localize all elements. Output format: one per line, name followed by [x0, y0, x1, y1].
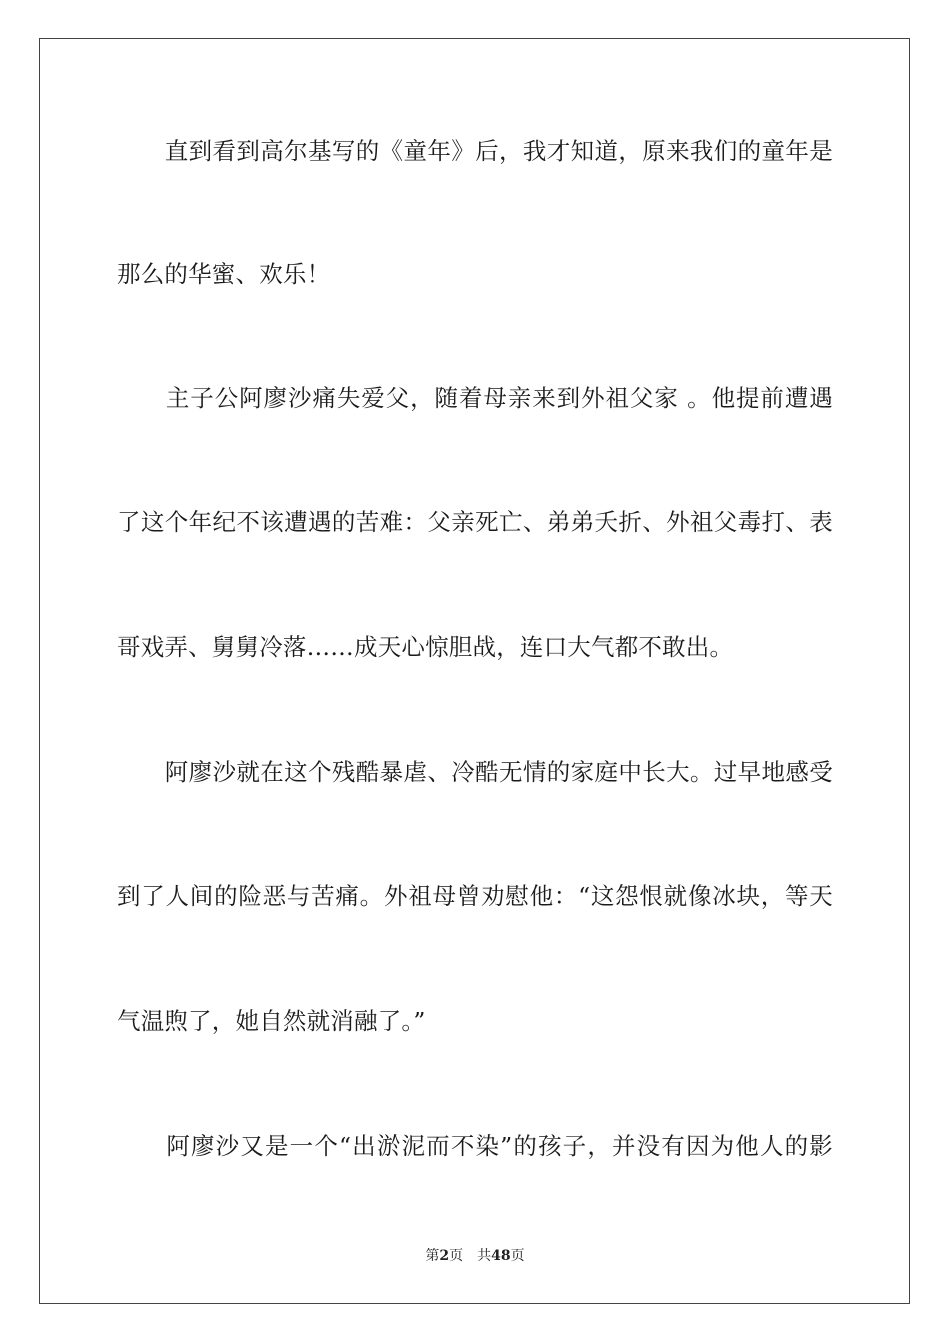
total-unit: 页 — [510, 1248, 525, 1264]
total-prefix: 共 — [477, 1248, 492, 1264]
text-line: 直到看到高尔基写的《童年》后，我才知道，原来我们的童年是 — [117, 137, 833, 165]
text-line: 阿廖沙就在这个残酷暴虐、冷酷无情的家庭中长大。过早地感受 — [117, 758, 833, 786]
page-prefix: 第 — [425, 1248, 440, 1264]
text-line: 了这个年纪不该遭遇的苦难：父亲死亡、弟弟夭折、外祖父毒打、表 — [117, 508, 833, 536]
text-line: 哥戏弄、舅舅冷落……成天心惊胆战，连口大气都不敢出。 — [117, 633, 734, 661]
text-line: 那么的华蜜、欢乐！ — [117, 260, 331, 288]
page-total: 48 — [491, 1248, 511, 1264]
page-footer — [0, 1245, 950, 1265]
text-line: 阿廖沙又是一个“出淤泥而不染”的孩子，并没有因为他人的影 — [117, 1132, 833, 1160]
page-number: 2 — [439, 1248, 450, 1264]
page-unit: 页 — [449, 1248, 464, 1264]
text-line: 主子公阿廖沙痛失爱父，随着母亲来到外祖父家 。他提前遭遇 — [117, 384, 833, 412]
text-line: 气温煦了，她自然就消融了。” — [117, 1007, 426, 1035]
text-line: 到了人间的险恶与苦痛。外祖母曾劝慰他：“这怨恨就像冰块，等天 — [117, 882, 833, 910]
page-border — [39, 38, 910, 1304]
